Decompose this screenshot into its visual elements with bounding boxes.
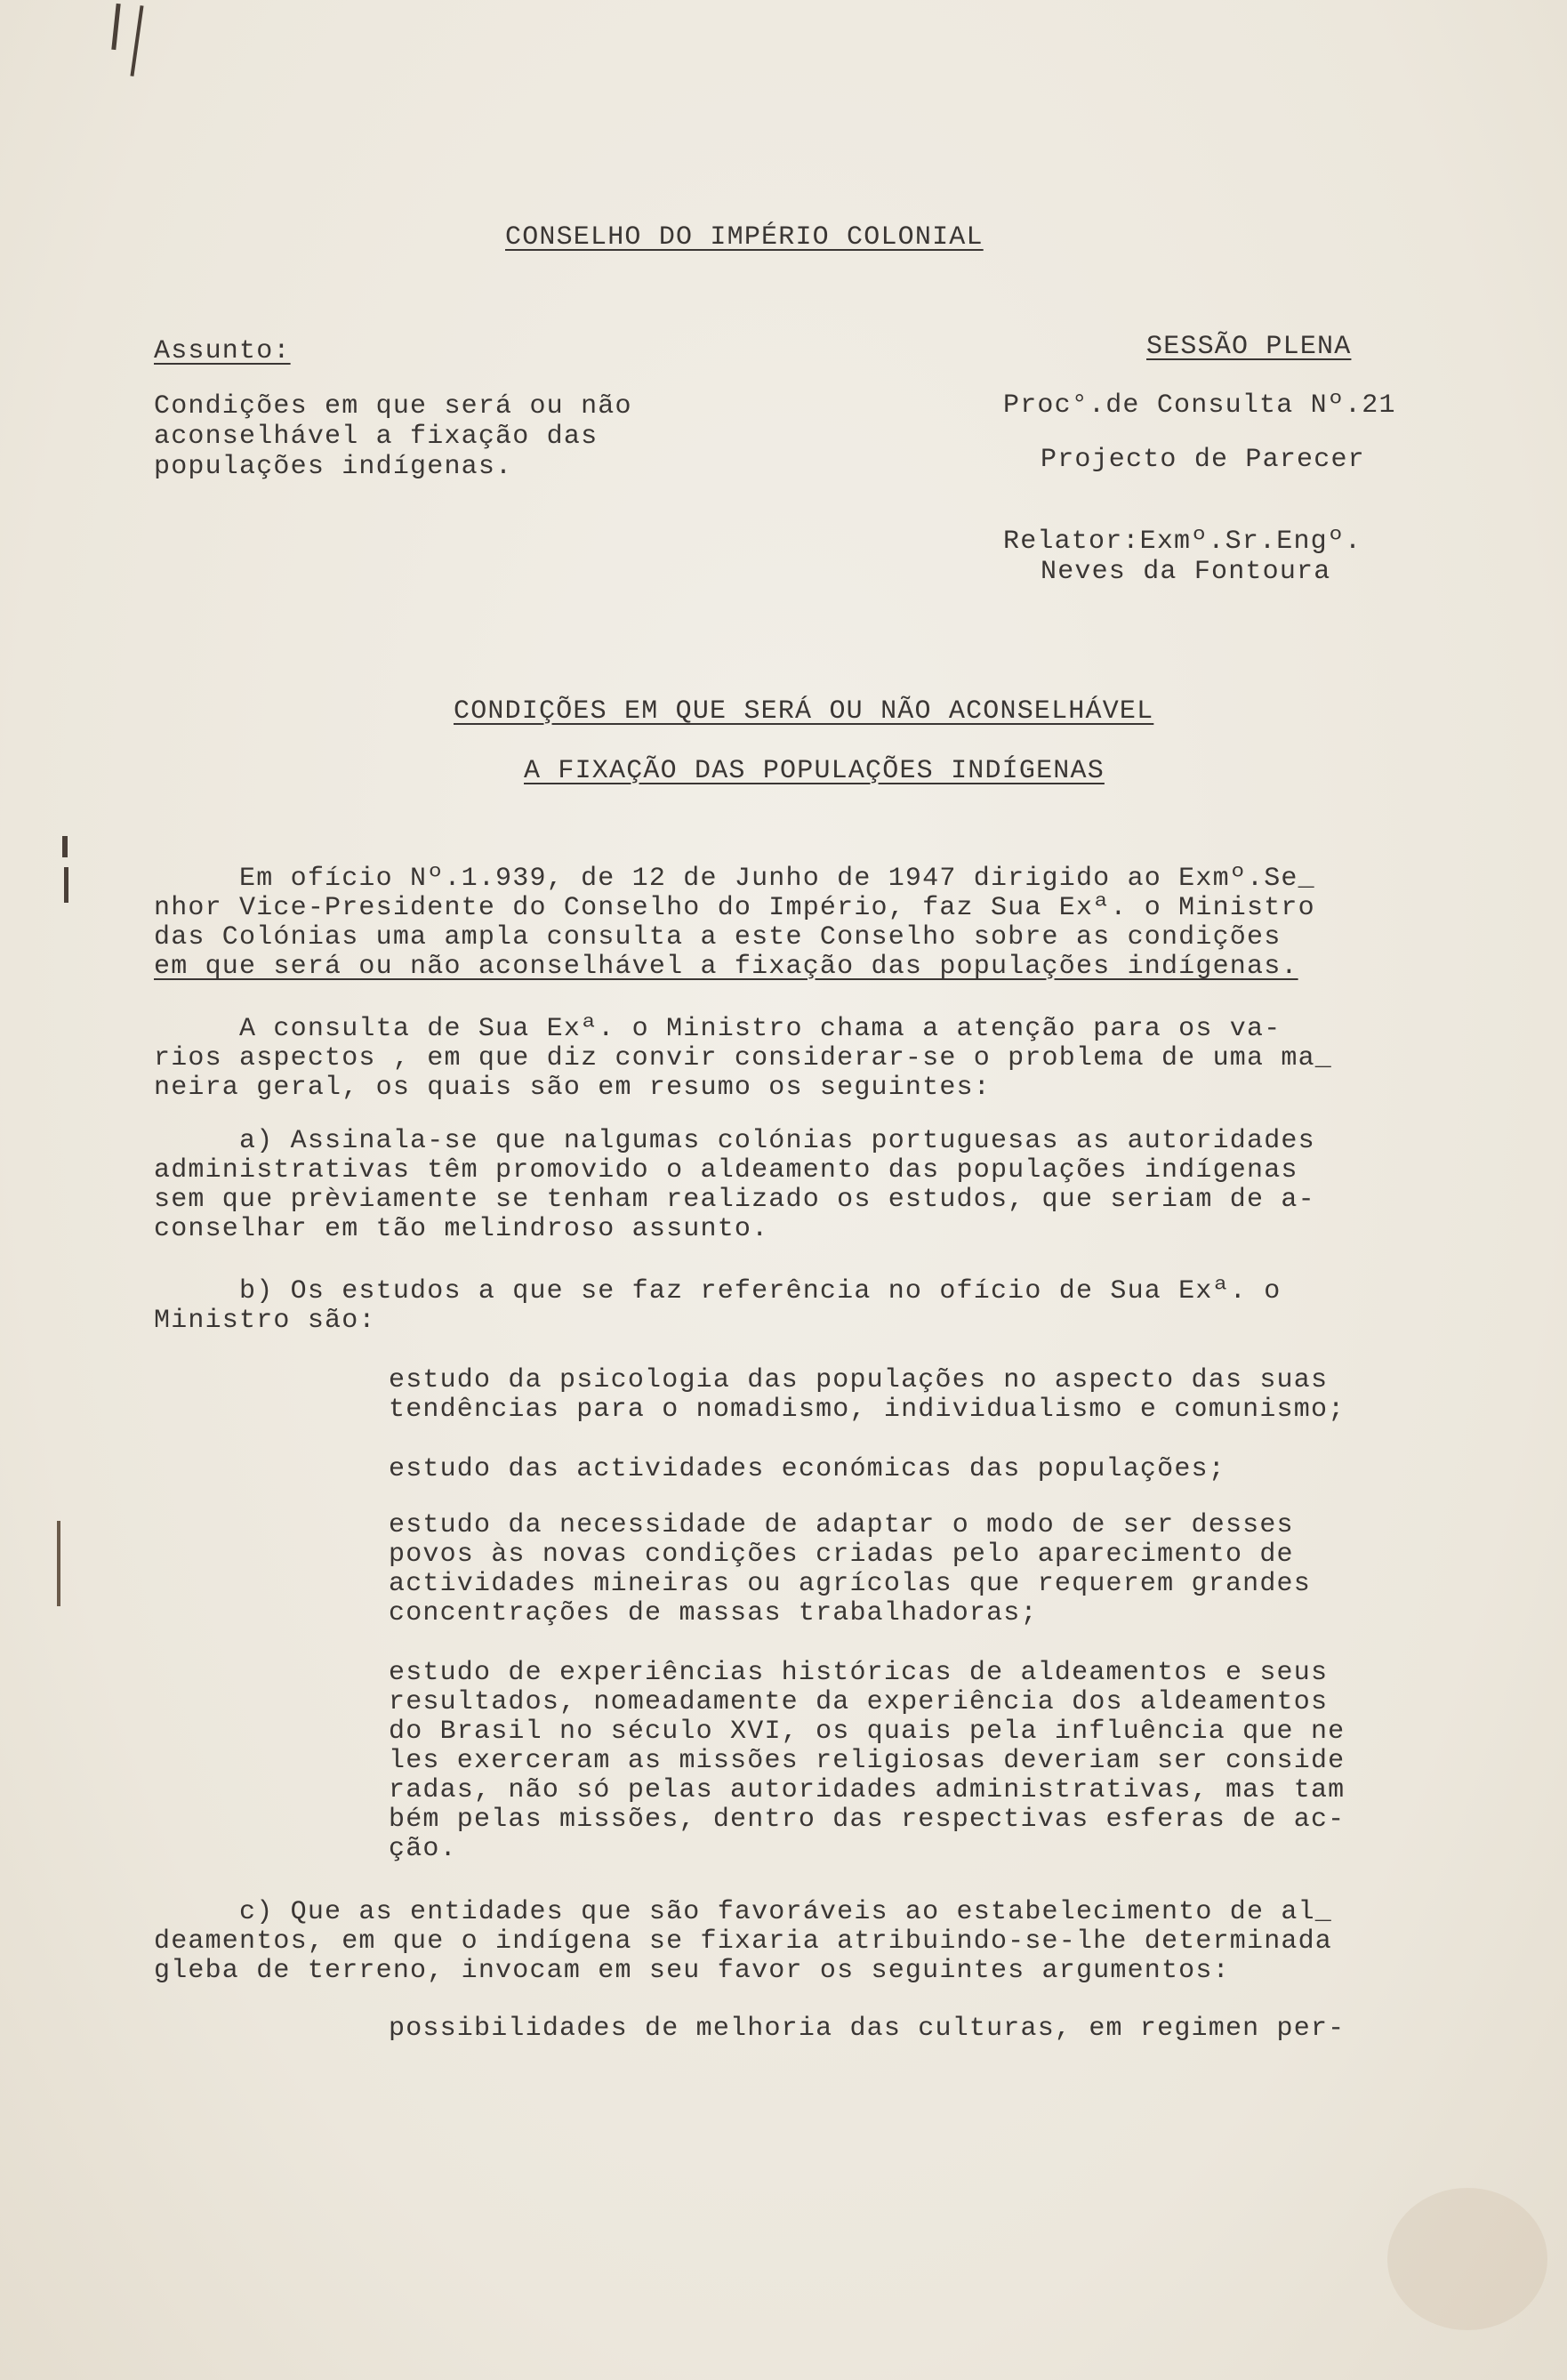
- heading-line-1: CONDIÇÕES EM QUE SERÁ OU NÃO ACONSELHÁVEL: [454, 696, 1154, 727]
- paragraph-a-line: administrativas têm promovido o aldeamento das populações indígenas: [154, 1155, 1298, 1186]
- binding-mark-2: [64, 867, 68, 903]
- paragraph-1-line: Em ofício Nº.1.939, de 12 de Junho de 1947 dirigido ao Exmº.Se_: [154, 864, 1315, 894]
- study-line: estudo das actividades económicas das populações;: [389, 1454, 1225, 1484]
- study-line: radas, não só pelas autoridades administrativas, mas tam: [389, 1775, 1346, 1805]
- subject-label: Assunto:: [154, 336, 291, 366]
- study-line: resultados, nomeadamente da experiência dos aldeamentos: [389, 1687, 1329, 1717]
- subject-line-2: aconselhável a fixação das: [154, 422, 599, 452]
- study-line: concentrações de massas trabalhadoras;: [389, 1598, 1038, 1628]
- last-line: possibilidades de melhoria das culturas, em regimen per-: [389, 2014, 1346, 2044]
- study-line: les exerceram as missões religiosas deveriam ser conside: [389, 1746, 1346, 1776]
- paragraph-c-line: c) Que as entidades que são favoráveis ao estabelecimento de al_: [154, 1897, 1333, 1927]
- rapporteur-line-1: Relator:Exmº.Sr.Engº.: [1003, 527, 1362, 557]
- study-line: povos às novas condições criadas pelo aparecimento de: [389, 1540, 1294, 1570]
- study-line: do Brasil no século XVI, os quais pela influência que ne: [389, 1717, 1346, 1747]
- study-line: tendências para o nomadismo, individualismo e comunismo;: [389, 1395, 1346, 1425]
- binding-mark-3: [57, 1521, 60, 1606]
- paragraph-a-line: conselhar em tão melindroso assunto.: [154, 1214, 769, 1244]
- paragraph-a-line: a) Assinala-se que nalgumas colónias portuguesas as autoridades: [154, 1126, 1315, 1156]
- study-line: estudo da psicologia das populações no aspecto das suas: [389, 1365, 1329, 1395]
- paragraph-1-line: nhor Vice-Presidente do Conselho do Império, faz Sua Exª. o Ministro: [154, 893, 1315, 923]
- document-title: CONSELHO DO IMPÉRIO COLONIAL: [505, 222, 984, 253]
- study-line: ção.: [389, 1834, 457, 1864]
- project-label: Projecto de Parecer: [1041, 445, 1365, 475]
- paragraph-b-line: b) Os estudos a que se faz referência no ofício de Sua Exª. o: [154, 1276, 1282, 1307]
- process-number: Proc°.de Consulta Nº.21: [1003, 390, 1396, 421]
- paragraph-1-line: em que será ou não aconselhável a fixação das populações indígenas.: [154, 952, 1298, 982]
- binding-mark-1: [62, 836, 68, 857]
- study-line: bém pelas missões, dentro das respectivas esferas de ac-: [389, 1805, 1346, 1835]
- paragraph-c-line: deamentos, em que o indígena se fixaria atribuindo-se-lhe determinada: [154, 1926, 1333, 1957]
- paper-stain: [1387, 2188, 1547, 2330]
- paragraph-a-line: sem que prèviamente se tenham realizado os estudos, que seriam de a-: [154, 1185, 1315, 1215]
- heading-line-2: A FIXAÇÃO DAS POPULAÇÕES INDÍGENAS: [524, 756, 1105, 786]
- ink-mark-top-left: [111, 4, 120, 50]
- paragraph-1-line: das Colónias uma ampla consulta a este Conselho sobre as condições: [154, 922, 1282, 953]
- study-line: actividades mineiras ou agrícolas que requerem grandes: [389, 1569, 1311, 1599]
- session-label: SESSÃO PLENA: [1146, 332, 1352, 362]
- subject-line-1: Condições em que será ou não: [154, 391, 632, 422]
- rapporteur-line-2: Neves da Fontoura: [1041, 557, 1331, 587]
- paragraph-c-line: gleba de terreno, invocam em seu favor os seguintes argumentos:: [154, 1956, 1230, 1986]
- subject-line-3: populações indígenas.: [154, 452, 513, 482]
- study-line: estudo da necessidade de adaptar o modo de ser desses: [389, 1510, 1294, 1540]
- paragraph-b-line: Ministro são:: [154, 1306, 376, 1336]
- paragraph-2-line: A consulta de Sua Exª. o Ministro chama a atenção para os va-: [154, 1014, 1282, 1044]
- study-line: estudo de experiências históricas de aldeamentos e seus: [389, 1658, 1329, 1688]
- paragraph-2-line: rios aspectos , em que diz convir considerar-se o problema de uma ma_: [154, 1043, 1333, 1073]
- ink-mark-top-left-2: [130, 5, 143, 76]
- paragraph-2-line: neira geral, os quais são em resumo os seguintes:: [154, 1073, 991, 1103]
